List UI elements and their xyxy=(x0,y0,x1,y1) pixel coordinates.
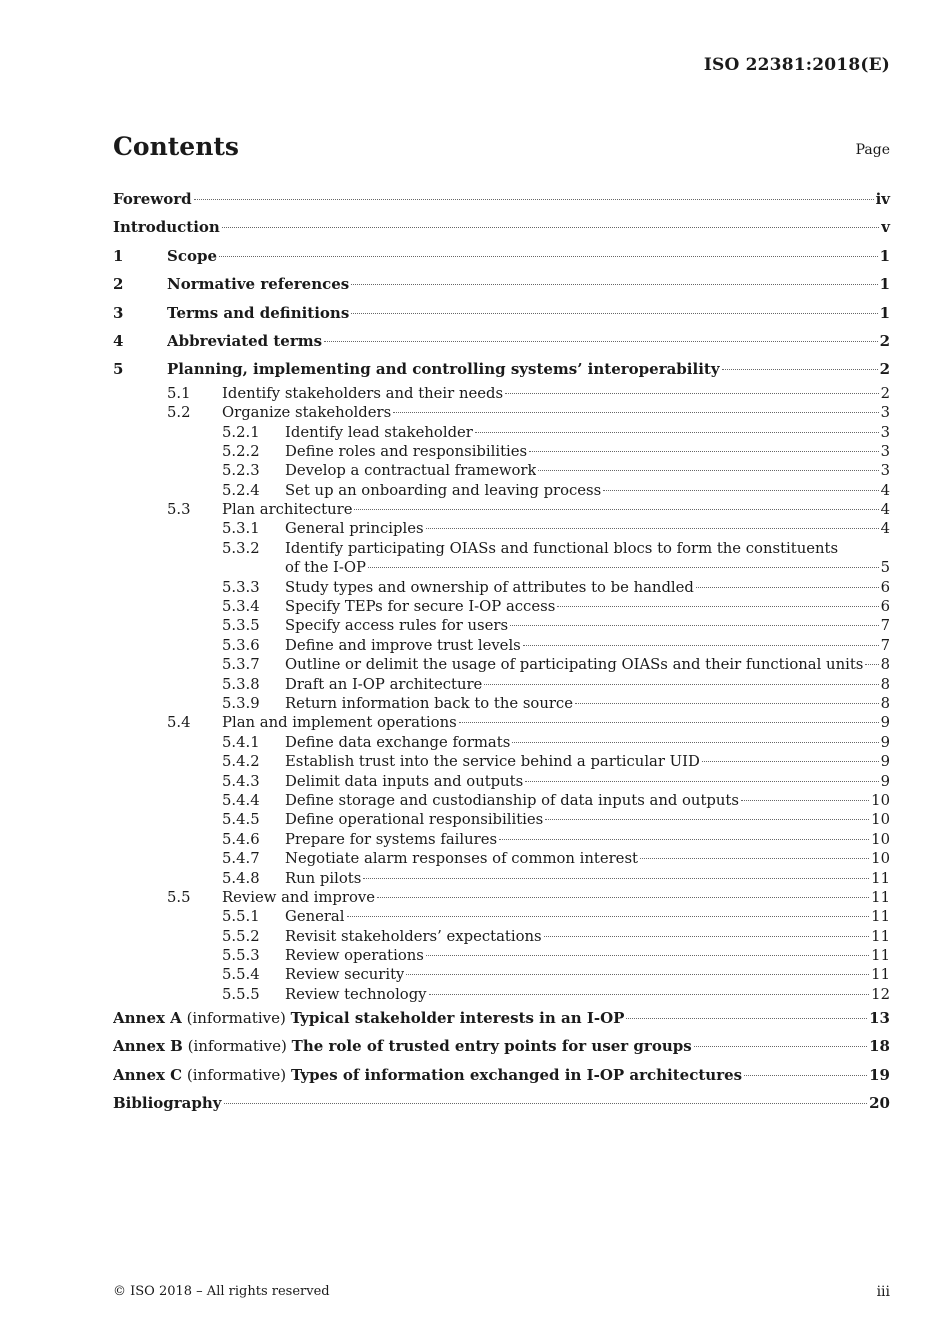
toc-entry-5-2-3[interactable] xyxy=(113,461,890,480)
dot-leader xyxy=(575,703,879,704)
dot-leader xyxy=(529,451,878,452)
dot-leader xyxy=(222,227,879,228)
toc-entry-number: 4 xyxy=(113,331,124,350)
dot-leader xyxy=(363,878,869,879)
dot-leader xyxy=(696,587,879,588)
dot-leader xyxy=(224,1103,868,1104)
toc-entry-5-4[interactable] xyxy=(113,713,890,732)
toc-entry-title: Review security xyxy=(285,966,405,984)
toc-entry-5-3-5[interactable] xyxy=(113,616,890,635)
footer-copyright: © ISO 2018 – All rights reserved xyxy=(113,1284,330,1299)
toc-entry-5-2-2[interactable] xyxy=(113,442,890,461)
toc-entry-page: 4 xyxy=(880,501,890,519)
toc-entry-page: 4 xyxy=(880,520,890,538)
toc-entry-page: 7 xyxy=(880,617,890,635)
dot-leader xyxy=(694,1046,867,1047)
toc-entry-number: 5.5.3 xyxy=(222,947,260,965)
toc-entry-5-3-1[interactable] xyxy=(113,519,890,538)
toc-entry-5-3-7[interactable] xyxy=(113,655,890,674)
toc-entry-5-4-6[interactable] xyxy=(113,830,890,849)
toc-entry-5-4-2[interactable] xyxy=(113,752,890,771)
toc-entry-number: 5.3.7 xyxy=(222,656,260,674)
dot-leader xyxy=(406,974,869,975)
toc-entry-title: Foreword xyxy=(113,190,192,208)
dot-leader xyxy=(544,936,870,937)
toc-entry-page: 4 xyxy=(880,481,890,499)
toc-entry-5-4-8[interactable] xyxy=(113,869,890,888)
toc-entry-page: 11 xyxy=(871,908,890,926)
toc-entry-clause-2[interactable] xyxy=(113,270,890,298)
contents-heading: Contents xyxy=(113,132,240,161)
toc-entry-number: 5.3.4 xyxy=(222,598,260,616)
toc-entry-title: Plan and implement operations xyxy=(222,714,457,732)
toc-entry-5-4-4[interactable] xyxy=(113,791,890,810)
toc-entry-title: Abbreviated terms xyxy=(167,331,323,350)
toc-entry-page: 18 xyxy=(869,1037,890,1056)
toc-entry-title: Review operations xyxy=(285,947,424,965)
toc-entry-number: 5.4.2 xyxy=(222,753,260,771)
toc-entry-5-5-1[interactable] xyxy=(113,907,890,926)
toc-entry-page: 6 xyxy=(880,578,890,596)
toc-entry-page: 9 xyxy=(880,733,890,751)
footer-page-number: iii xyxy=(876,1284,890,1300)
toc-entry-page: 5 xyxy=(880,559,890,577)
toc-entry-title: Set up an onboarding and leaving process xyxy=(285,481,602,499)
toc-entry-page: 3 xyxy=(880,462,890,480)
toc-entry-title: Define data exchange formats xyxy=(285,733,511,751)
dot-leader xyxy=(523,645,879,646)
toc-entry-number: 3 xyxy=(113,303,124,322)
toc-entry-number: 5.3.6 xyxy=(222,636,260,654)
dot-leader xyxy=(426,955,869,956)
toc-entry-page: 10 xyxy=(871,791,890,809)
toc-entry-page: 10 xyxy=(871,811,890,829)
dot-leader xyxy=(393,412,878,413)
toc-entry-page: 8 xyxy=(880,694,890,712)
toc-entry-number: 5.4.8 xyxy=(222,869,260,887)
dot-leader xyxy=(219,256,878,257)
toc-entry-page: 1 xyxy=(879,303,890,322)
toc-entry-clause-1[interactable] xyxy=(113,242,890,270)
toc-entry-number: 5.1 xyxy=(167,384,191,402)
dot-leader xyxy=(351,313,877,314)
toc-entry-title: Bibliography xyxy=(113,1093,222,1112)
toc-entry-number: 5.5 xyxy=(167,888,191,906)
toc-entry-title: General principles xyxy=(285,520,424,538)
dot-leader xyxy=(426,528,879,529)
toc-entry-page: 3 xyxy=(880,442,890,460)
toc-entry-page: 3 xyxy=(880,404,890,422)
toc-entry-5-3-2[interactable] xyxy=(113,539,890,558)
toc-entry-number: 5.3.1 xyxy=(222,520,260,538)
toc-entry-annex-b[interactable] xyxy=(113,1032,890,1060)
toc-entry-page: 2 xyxy=(879,331,890,350)
toc-entry-title: Define operational responsibilities xyxy=(285,811,544,829)
dot-leader xyxy=(512,742,878,743)
toc-entry-page: 8 xyxy=(880,675,890,693)
dot-leader xyxy=(741,800,869,801)
toc-entry-title: Return information back to the source xyxy=(285,694,573,712)
dot-leader xyxy=(351,284,877,285)
toc-entry-page: 10 xyxy=(871,830,890,848)
toc-entry-title: Define and improve trust levels xyxy=(285,636,521,654)
toc-entry-number: 5.5.5 xyxy=(222,985,260,1003)
toc-entry-5-3-9[interactable] xyxy=(113,694,890,713)
toc-entry-title: Terms and definitions xyxy=(167,303,350,322)
dot-leader xyxy=(865,664,878,665)
toc-entry-5-3-8[interactable] xyxy=(113,675,890,694)
toc-entry-page: 9 xyxy=(880,753,890,771)
toc-entry-title: Prepare for systems failures xyxy=(285,830,498,848)
toc-entry-title: Establish trust into the service behind a particular UID xyxy=(285,753,700,771)
toc-entry-5-5-5[interactable] xyxy=(113,985,890,1004)
dot-leader xyxy=(505,393,879,394)
dot-leader xyxy=(194,199,874,200)
page-column-label: Page xyxy=(855,142,890,158)
toc-entry-number: 5 xyxy=(113,360,124,379)
toc-entry-page: 10 xyxy=(871,850,890,868)
toc-entry-number: 5.2.3 xyxy=(222,462,260,480)
toc-entry-title-continuation: of the I-OP xyxy=(285,559,366,577)
toc-entry-number: 5.4 xyxy=(167,714,191,732)
toc-entry-page: 11 xyxy=(871,927,890,945)
toc-entry-title: Delimit data inputs and outputs xyxy=(285,772,524,790)
toc-entry-page: 12 xyxy=(871,985,890,1003)
toc-entry-title: Specify TEPs for secure I-OP access xyxy=(285,598,556,616)
toc-entry-number: 5.3.5 xyxy=(222,617,260,635)
toc-entry-title: Identify lead stakeholder xyxy=(285,423,473,441)
toc-entry-number: 5.4.7 xyxy=(222,850,260,868)
toc-entry-title: Annex B (informative) The role of trusted entry points for user groups xyxy=(113,1037,692,1056)
dot-leader xyxy=(354,509,878,510)
toc-entry-title: Outline or delimit the usage of participating OIASs and their functional units xyxy=(285,656,864,674)
toc-entry-page: 11 xyxy=(871,888,890,906)
toc-entry-page: 8 xyxy=(880,656,890,674)
toc-entry-title: Specify access rules for users xyxy=(285,617,509,635)
toc-entry-5-4-5[interactable] xyxy=(113,810,890,829)
dot-leader xyxy=(744,1075,867,1076)
toc-entry-title: Define roles and responsibilities xyxy=(285,442,528,460)
toc-entry-page: 11 xyxy=(871,966,890,984)
document-id: ISO 22381:2018(E) xyxy=(703,55,890,75)
dot-leader xyxy=(429,994,870,995)
toc-entry-title: Define storage and custodianship of data inputs and outputs xyxy=(285,791,739,809)
toc-entry-page: 9 xyxy=(880,714,890,732)
toc-entry-page: 3 xyxy=(880,423,890,441)
toc-entry-number: 5.4.5 xyxy=(222,811,260,829)
toc-entry-5-5[interactable] xyxy=(113,888,890,907)
dot-leader xyxy=(484,684,878,685)
toc-entry-5-3-4[interactable] xyxy=(113,597,890,616)
toc-entry-number: 5.3.8 xyxy=(222,675,260,693)
toc-entry-title: Negotiate alarm responses of common interest xyxy=(285,850,638,868)
toc-entry-clause-5[interactable] xyxy=(113,355,890,383)
toc-entry-title: Plan architecture xyxy=(222,501,353,519)
toc-entry-title: Scope xyxy=(167,246,218,265)
dot-leader xyxy=(324,341,877,342)
toc-entry-title: Review technology xyxy=(285,985,427,1003)
dot-leader xyxy=(525,781,878,782)
toc-entry-page: 6 xyxy=(880,598,890,616)
toc-entry-number: 5.4.6 xyxy=(222,830,260,848)
toc-entry-page: 1 xyxy=(879,246,890,265)
toc-entry-5-1[interactable] xyxy=(113,384,890,403)
dot-leader xyxy=(475,432,879,433)
toc-entry-title: Draft an I-OP architecture xyxy=(285,675,483,693)
dot-leader xyxy=(510,625,879,626)
toc-entry-page: 1 xyxy=(879,275,890,294)
toc-entry-5-3[interactable] xyxy=(113,500,890,519)
toc-entry-page: 19 xyxy=(869,1065,890,1084)
toc-entry-title: Develop a contractual framework xyxy=(285,462,537,480)
toc-entry-number: 5.5.1 xyxy=(222,908,260,926)
toc-entry-number: 5.3.9 xyxy=(222,694,260,712)
toc-entry-number: 5.3 xyxy=(167,501,191,519)
toc-entry-clause-3[interactable] xyxy=(113,299,890,327)
toc-entry-number: 5.2 xyxy=(167,404,191,422)
dot-leader xyxy=(603,490,878,491)
toc-entry-number: 5.4.3 xyxy=(222,772,260,790)
toc-entry-annex-a[interactable] xyxy=(113,1004,890,1032)
toc-entry-page: 11 xyxy=(871,869,890,887)
toc-entry-page: 11 xyxy=(871,947,890,965)
toc-entry-introduction[interactable] xyxy=(113,213,890,241)
toc-entry-number: 2 xyxy=(113,275,124,294)
toc-entry-page: 7 xyxy=(880,636,890,654)
toc-entry-title: Study types and ownership of attributes to be handled xyxy=(285,578,694,596)
toc-entry-5-4-7[interactable] xyxy=(113,849,890,868)
dot-leader xyxy=(722,369,878,370)
toc-entry-number: 5.5.4 xyxy=(222,966,260,984)
toc-entry-page: iv xyxy=(875,190,890,208)
table-of-contents xyxy=(113,185,890,1117)
dot-leader xyxy=(347,916,870,917)
toc-entry-title: Annex A (informative) Typical stakeholder interests in an I-OP xyxy=(113,1009,625,1028)
dot-leader xyxy=(377,897,869,898)
toc-entry-title: Run pilots xyxy=(285,869,362,887)
dot-leader xyxy=(557,606,878,607)
toc-entry-title: Identify participating OIASs and functional blocs to form the constituents xyxy=(285,539,839,557)
toc-entry-5-3-6[interactable] xyxy=(113,636,890,655)
toc-entry-5-4-3[interactable] xyxy=(113,772,890,791)
toc-entry-page: 2 xyxy=(879,360,890,379)
toc-entry-annex-c[interactable] xyxy=(113,1061,890,1089)
toc-entry-number: 5.2.2 xyxy=(222,442,260,460)
toc-entry-title: Introduction xyxy=(113,218,220,237)
toc-entry-5-2-4[interactable] xyxy=(113,481,890,500)
toc-entry-title: Organize stakeholders xyxy=(222,404,392,422)
toc-entry-page: 13 xyxy=(869,1009,890,1028)
dot-leader xyxy=(538,470,878,471)
toc-entry-title: Planning, implementing and controlling systems’ interoperability xyxy=(167,360,720,379)
toc-entry-number: 5.2.4 xyxy=(222,481,260,499)
toc-entry-5-3-2-continuation[interactable] xyxy=(113,558,890,577)
toc-entry-page: 20 xyxy=(869,1093,890,1112)
dot-leader xyxy=(640,858,869,859)
toc-entry-5-5-2[interactable] xyxy=(113,927,890,946)
toc-entry-page: v xyxy=(881,218,890,237)
toc-entry-foreword[interactable] xyxy=(113,185,890,213)
toc-entry-5-3-3[interactable] xyxy=(113,578,890,597)
toc-entry-title: Identify stakeholders and their needs xyxy=(222,384,504,402)
dot-leader xyxy=(702,761,879,762)
toc-entry-5-5-3[interactable] xyxy=(113,946,890,965)
dot-leader xyxy=(545,819,869,820)
toc-entry-page: 2 xyxy=(880,384,890,402)
toc-entry-title: Annex C (informative) Types of information exchanged in I-OP architectures xyxy=(113,1065,743,1084)
dot-leader xyxy=(368,567,879,568)
toc-entry-bibliography[interactable] xyxy=(113,1089,890,1117)
toc-entry-number: 5.4.4 xyxy=(222,791,260,809)
toc-entry-title: Revisit stakeholders’ expectations xyxy=(285,927,542,945)
toc-entry-5-5-4[interactable] xyxy=(113,965,890,984)
toc-entry-title: Normative references xyxy=(167,275,350,294)
toc-entry-page: 9 xyxy=(880,772,890,790)
toc-entry-number: 5.4.1 xyxy=(222,733,260,751)
toc-entry-clause-4[interactable] xyxy=(113,327,890,355)
toc-entry-5-4-1[interactable] xyxy=(113,733,890,752)
dot-leader xyxy=(626,1018,867,1019)
dot-leader xyxy=(459,722,879,723)
toc-entry-number: 5.3.2 xyxy=(222,539,260,557)
toc-entry-number: 1 xyxy=(113,246,124,265)
toc-entry-number: 5.3.3 xyxy=(222,578,260,596)
toc-entry-number: 5.2.1 xyxy=(222,423,260,441)
toc-entry-5-2[interactable] xyxy=(113,403,890,422)
toc-entry-title: Review and improve xyxy=(222,888,375,906)
dot-leader xyxy=(499,839,869,840)
toc-entry-5-2-1[interactable] xyxy=(113,423,890,442)
toc-entry-title: General xyxy=(285,908,345,926)
toc-entry-number: 5.5.2 xyxy=(222,927,260,945)
